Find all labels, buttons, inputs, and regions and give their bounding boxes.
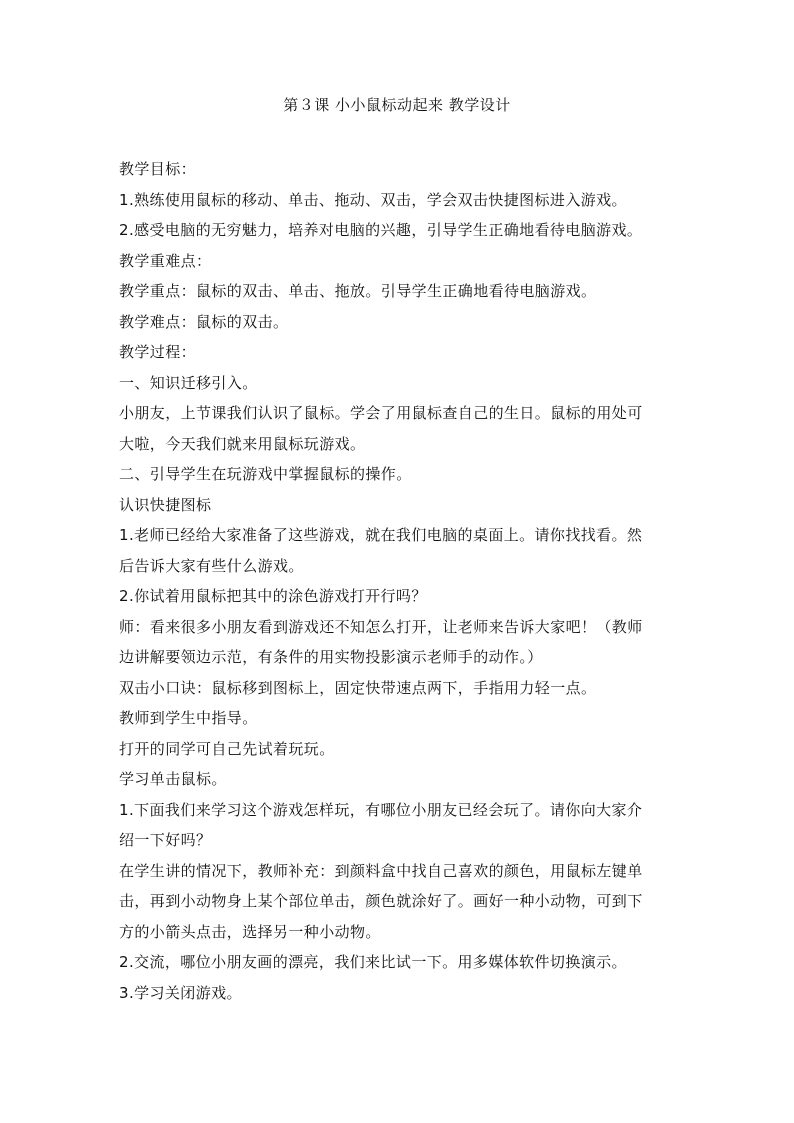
text-line: 小朋友，上节课我们认识了鼠标。学会了用鼠标查自己的生日。鼠标的用处可 [119,404,643,422]
text-line: 大啦，今天我们就来用鼠标玩游戏。 [119,434,366,453]
text-line: 教学重难点： [119,251,212,270]
text-line: 一、知识迁移引入。 [119,373,258,392]
text-line: 双击小口诀：鼠标移到图标上，固定快带速点两下，手指用力轻一点。 [119,678,597,697]
text-line: 教学难点：鼠标的双击。 [119,312,289,331]
text-line: 教学目标： [119,160,197,178]
document-body [119,154,679,1008]
text-line: 1.熟练使用鼠标的移动、单击、拖动、双击，学会双击快捷图标进入游戏。 [119,190,627,209]
text-line: 后告诉大家有些什么游戏。 [119,556,304,575]
text-line: 2.你试着用鼠标把其中的涂色游戏打开行吗？ [119,587,427,605]
text-line: 教师到学生中指导。 [119,709,258,727]
text-line: 绍一下好吗？ [119,831,212,849]
text-line: 1.下面我们来学习这个游戏怎样玩，有哪位小朋友已经会玩了。请你向大家介 [119,800,643,819]
text-line: 边讲解要领边示范，有条件的用实物投影演示老师手的动作。） [119,648,543,666]
text-line: 师：看来很多小朋友看到游戏还不知怎么打开，让老师来告诉大家吧！（教师 [119,617,643,636]
text-line: 教学过程： [119,343,197,361]
text-line: 学习单击鼠标。 [119,770,227,788]
text-line: 打开的同学可自己先试着玩玩。 [119,739,335,758]
text-line: 1.老师已经给大家准备了这些游戏，就在我们电脑的桌面上。请你找找看。然 [119,526,643,544]
text-line: 认识快捷图标 [119,495,212,514]
text-line: 2.交流，哪位小朋友画的漂亮，我们来比试一下。用多媒体软件切换演示。 [119,953,627,971]
text-line: 击，再到小动物身上某个部位单击，颜色就涂好了。画好一种小动物，可到下 [119,892,643,910]
text-line: 2.感受电脑的无穷魅力，培养对电脑的兴趣，引导学生正确地看待电脑游戏。 [119,221,643,239]
text-line: 教学重点：鼠标的双击、单击、拖放。引导学生正确地看待电脑游戏。 [119,282,597,300]
text-line: 3.学习关闭游戏。 [119,983,242,1002]
text-line: 方的小箭头点击，选择另一种小动物。 [119,922,381,941]
text-line: 在学生讲的情况下，教师补充：到颜料盒中找自己喜欢的颜色，用鼠标左键单 [119,861,643,880]
text-line: 二、引导学生在玩游戏中掌握鼠标的操作。 [119,465,412,483]
document-title: 第３课 小小鼠标动起来 教学设计 [283,96,511,114]
